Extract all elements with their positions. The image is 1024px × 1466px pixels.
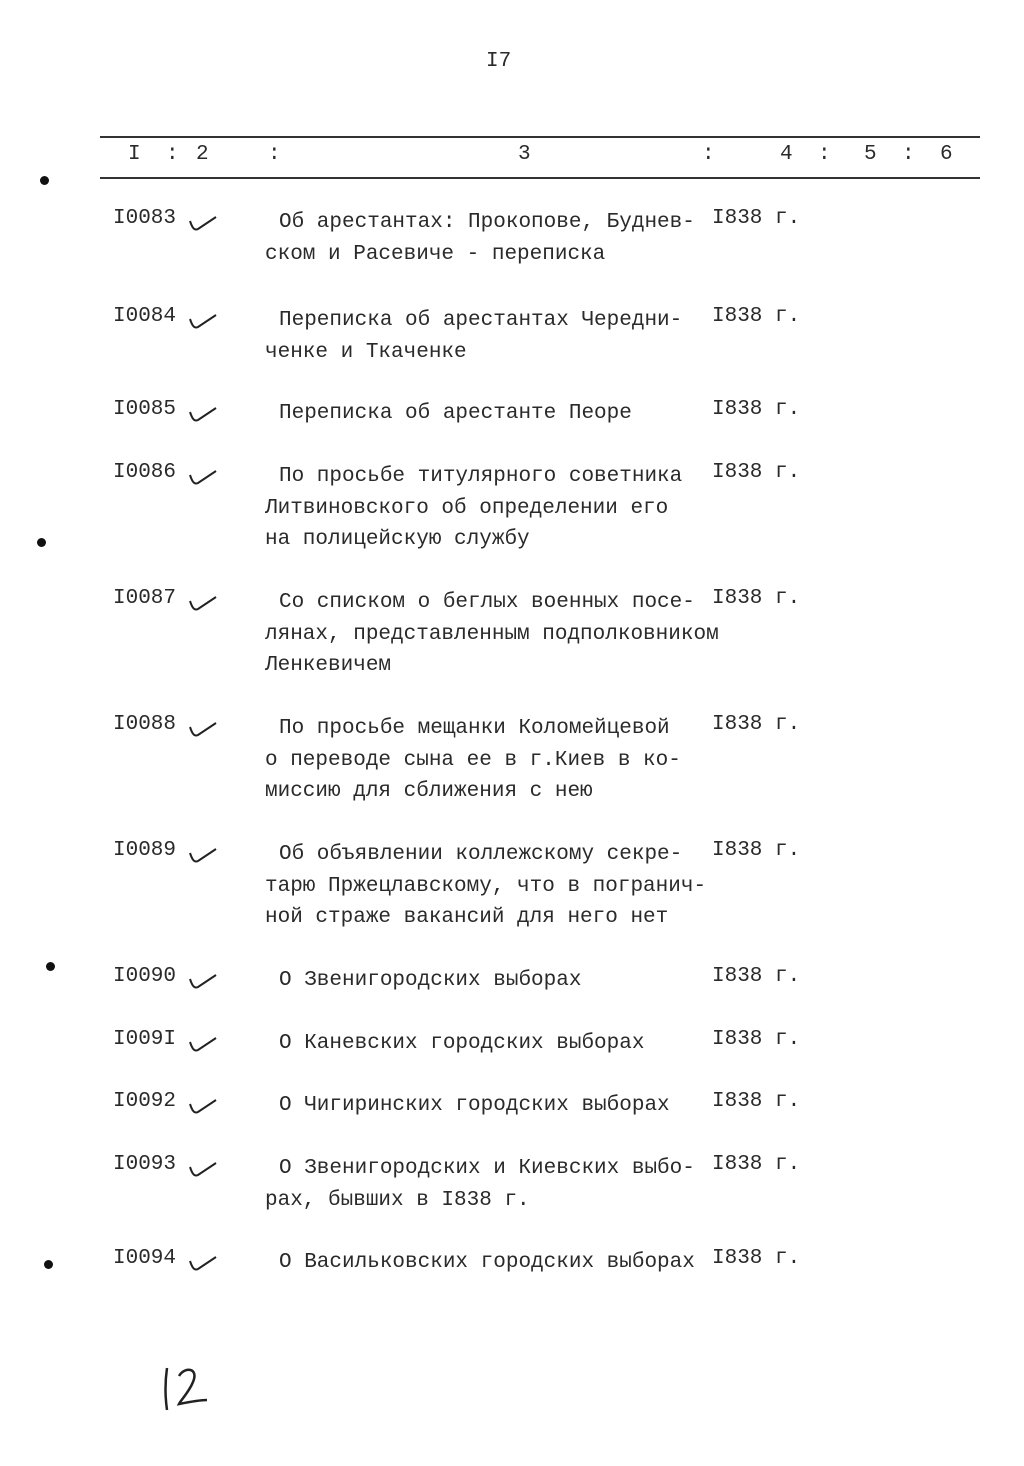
- description-line: О Звенигородских выборах: [279, 969, 582, 992]
- item-number: I0086: [113, 461, 177, 484]
- col-sep: :: [902, 143, 915, 166]
- item-number: I0083: [113, 207, 177, 230]
- check-mark-icon: [186, 1032, 222, 1056]
- item-year: I838 г.: [712, 398, 801, 421]
- item-description: [265, 398, 632, 430]
- punch-hole-mark: [44, 1260, 53, 1269]
- item-description: [265, 839, 706, 934]
- item-number: I0094: [113, 1247, 177, 1270]
- check-mark-icon: [186, 309, 222, 333]
- item-year: I838 г.: [712, 1090, 801, 1113]
- page-number: I7: [486, 50, 512, 73]
- description-line: Переписка об арестанте Пеоре: [279, 402, 632, 425]
- item-description: [265, 713, 681, 808]
- col-sep: :: [268, 143, 281, 166]
- description-line: О Каневских городских выборах: [279, 1032, 645, 1055]
- check-mark-icon: [186, 402, 222, 426]
- col-6: 6: [940, 143, 953, 166]
- description-line: Об объявлении коллежскому секре-: [279, 843, 683, 866]
- col-1: I: [128, 143, 141, 166]
- item-year: I838 г.: [712, 1153, 801, 1176]
- item-year: I838 г.: [712, 713, 801, 736]
- description-line: рах, бывших в I838 г.: [265, 1188, 530, 1212]
- item-year: I838 г.: [712, 965, 801, 988]
- item-description: [265, 461, 682, 556]
- col-sep: :: [818, 143, 831, 166]
- check-mark-icon: [186, 1157, 222, 1181]
- item-number: I0088: [113, 713, 177, 736]
- handwritten-note: [155, 1360, 225, 1420]
- col-5: 5: [864, 143, 877, 166]
- check-mark-icon: [186, 969, 222, 993]
- col-4: 4: [780, 143, 793, 166]
- item-description: [265, 305, 682, 368]
- item-description: [265, 965, 581, 997]
- check-mark-icon: [186, 465, 222, 489]
- description-line: лянах, представленным подполковником: [265, 622, 719, 646]
- description-line: Литвиновского об определении его: [265, 496, 669, 520]
- description-line: Ленкевичем: [265, 654, 392, 677]
- punch-hole-mark: [37, 538, 46, 547]
- description-line: миссию для сближения с нею: [265, 780, 593, 803]
- item-year: I838 г.: [712, 461, 801, 484]
- punch-hole-mark: [46, 962, 55, 971]
- item-description: [265, 1028, 644, 1060]
- header-bottom-rule: [100, 177, 980, 179]
- description-line: Переписка об арестантах Чередни-: [279, 309, 683, 332]
- description-line: о переводе сына ее в г.Киев в ко-: [265, 748, 681, 772]
- description-line: О Васильковских городских выборах: [279, 1251, 695, 1274]
- check-mark-icon: [186, 843, 222, 867]
- item-description: [265, 207, 695, 270]
- item-number: I009I: [113, 1028, 177, 1051]
- check-mark-icon: [186, 591, 222, 615]
- description-line: ченке и Ткаченке: [265, 340, 467, 364]
- item-number: I0085: [113, 398, 177, 421]
- item-number: I0087: [113, 587, 177, 610]
- col-sep: :: [702, 143, 715, 166]
- col-2: 2: [196, 143, 209, 166]
- description-line: О Звенигородских и Киевских выбо-: [279, 1157, 695, 1180]
- item-number: I0092: [113, 1090, 177, 1113]
- item-number: I0089: [113, 839, 177, 862]
- item-description: [265, 1090, 670, 1122]
- item-description: [265, 1247, 695, 1279]
- punch-hole-mark: [40, 176, 49, 185]
- header-top-rule: [100, 136, 980, 138]
- item-year: I838 г.: [712, 1247, 801, 1270]
- item-number: I0090: [113, 965, 177, 988]
- check-mark-icon: [186, 211, 222, 235]
- item-number: I0093: [113, 1153, 177, 1176]
- item-description: [265, 587, 719, 682]
- description-line: Об арестантах: Прокопове, Буднев-: [279, 211, 695, 234]
- item-year: I838 г.: [712, 1028, 801, 1051]
- item-description: [265, 1153, 695, 1216]
- check-mark-icon: [186, 1094, 222, 1118]
- description-line: на полицейскую службу: [265, 528, 530, 551]
- description-line: О Чигиринских городских выборах: [279, 1094, 670, 1117]
- col-sep: :: [166, 143, 179, 166]
- item-year: I838 г.: [712, 207, 801, 230]
- item-year: I838 г.: [712, 839, 801, 862]
- item-year: I838 г.: [712, 587, 801, 610]
- description-line: По просьбе титулярного советника: [279, 465, 683, 488]
- description-line: тарю Пржецлавскому, что в погранич-: [265, 874, 707, 898]
- item-year: I838 г.: [712, 305, 801, 328]
- description-line: ском и Расевиче - переписка: [265, 242, 606, 266]
- description-line: ной страже вакансий для него нет: [265, 906, 669, 929]
- description-line: Со списком о беглых военных посе-: [279, 591, 695, 614]
- check-mark-icon: [186, 717, 222, 741]
- check-mark-icon: [186, 1251, 222, 1275]
- item-number: I0084: [113, 305, 177, 328]
- col-3: 3: [518, 143, 531, 166]
- description-line: По просьбе мещанки Коломейцевой: [279, 717, 670, 740]
